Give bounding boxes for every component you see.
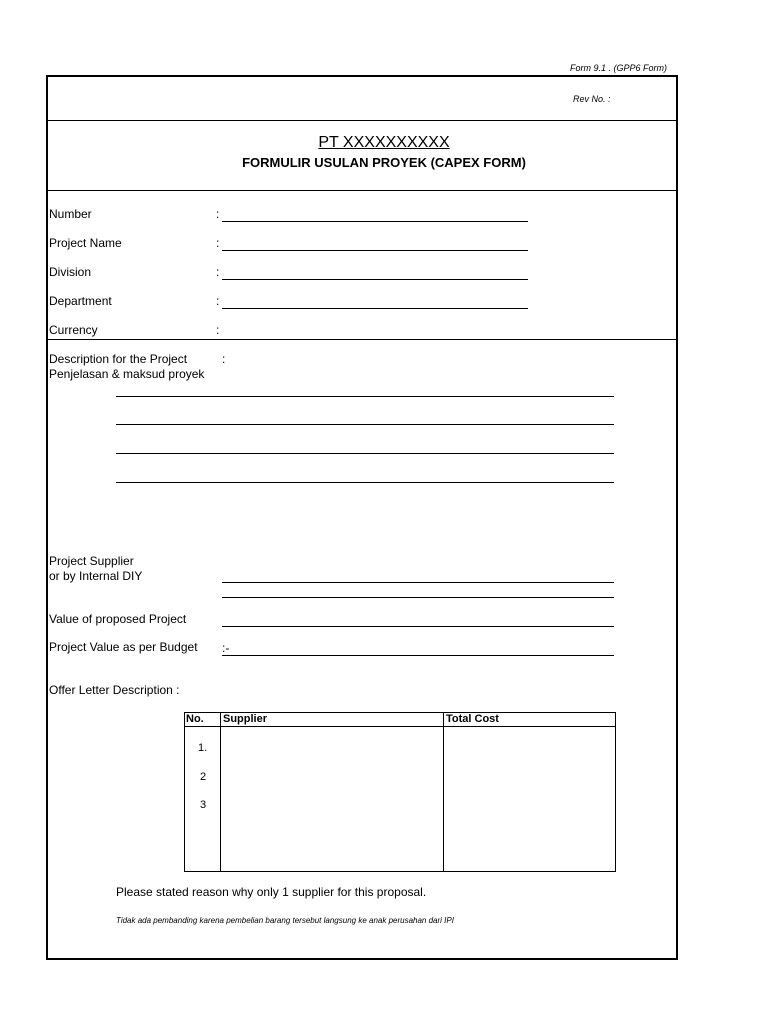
division-colon: : bbox=[216, 265, 220, 279]
number-colon: : bbox=[216, 207, 220, 221]
offer-table-col-divider-2 bbox=[443, 713, 444, 871]
reason-prompt: Please stated reason why only 1 supplier for this proposal. bbox=[116, 885, 427, 899]
division-field[interactable] bbox=[222, 279, 528, 280]
division-label: Division bbox=[49, 265, 92, 279]
description-line-1[interactable] bbox=[116, 396, 614, 397]
description-colon: : bbox=[222, 352, 226, 366]
supplier-label-2: or by Internal DIY bbox=[49, 569, 143, 583]
divider-header bbox=[48, 120, 676, 121]
budget-value-field[interactable] bbox=[222, 655, 614, 656]
supplier-label-1: Project Supplier bbox=[49, 554, 134, 568]
department-field[interactable] bbox=[222, 308, 528, 309]
currency-label: Currency bbox=[49, 323, 98, 337]
department-colon: : bbox=[216, 294, 220, 308]
form-code: Form 9.1 . (GPP6 Form) bbox=[570, 63, 668, 73]
divider-title bbox=[48, 190, 676, 191]
table-row-number: 3 bbox=[200, 799, 207, 811]
budget-value-label: Project Value as per Budget bbox=[49, 640, 198, 654]
project-name-label: Project Name bbox=[49, 236, 122, 250]
form-title: FORMULIR USULAN PROYEK (CAPEX FORM) bbox=[242, 155, 526, 170]
table-row-number: 1. bbox=[198, 742, 208, 754]
project-name-colon: : bbox=[216, 236, 220, 250]
divider-fields bbox=[48, 339, 676, 340]
number-label: Number bbox=[49, 207, 92, 221]
offer-table-header-line bbox=[185, 726, 615, 727]
project-name-field[interactable] bbox=[222, 250, 528, 251]
description-label-en: Description for the Project bbox=[49, 352, 188, 366]
th-supplier: Supplier bbox=[223, 713, 268, 725]
number-field[interactable] bbox=[222, 221, 528, 222]
offer-table bbox=[184, 712, 616, 872]
table-row-number: 2 bbox=[200, 771, 207, 783]
rev-no-label: Rev No. : bbox=[573, 94, 611, 104]
currency-colon: : bbox=[216, 323, 220, 337]
budget-value: :- bbox=[222, 641, 230, 655]
th-total-cost: Total Cost bbox=[446, 713, 499, 725]
department-label: Department bbox=[49, 294, 112, 308]
supplier-field-1[interactable] bbox=[222, 582, 614, 583]
description-label-id: Penjelasan & maksud proyek bbox=[49, 367, 205, 381]
proposed-value-field[interactable] bbox=[222, 626, 614, 627]
reason-answer: Tidak ada pembanding karena pembelian barang tersebut langsung ke anak perusahan dari IPI bbox=[116, 916, 454, 925]
proposed-value-label: Value of proposed Project bbox=[49, 612, 187, 626]
company-name: PT XXXXXXXXXX bbox=[318, 134, 450, 151]
supplier-field-2[interactable] bbox=[222, 597, 614, 598]
offer-table-col-divider-1 bbox=[220, 713, 221, 871]
description-line-2[interactable] bbox=[116, 424, 614, 425]
description-line-3[interactable] bbox=[116, 453, 614, 454]
offer-letter-label: Offer Letter Description : bbox=[49, 683, 180, 697]
th-no: No. bbox=[186, 713, 204, 725]
description-line-4[interactable] bbox=[116, 482, 614, 483]
